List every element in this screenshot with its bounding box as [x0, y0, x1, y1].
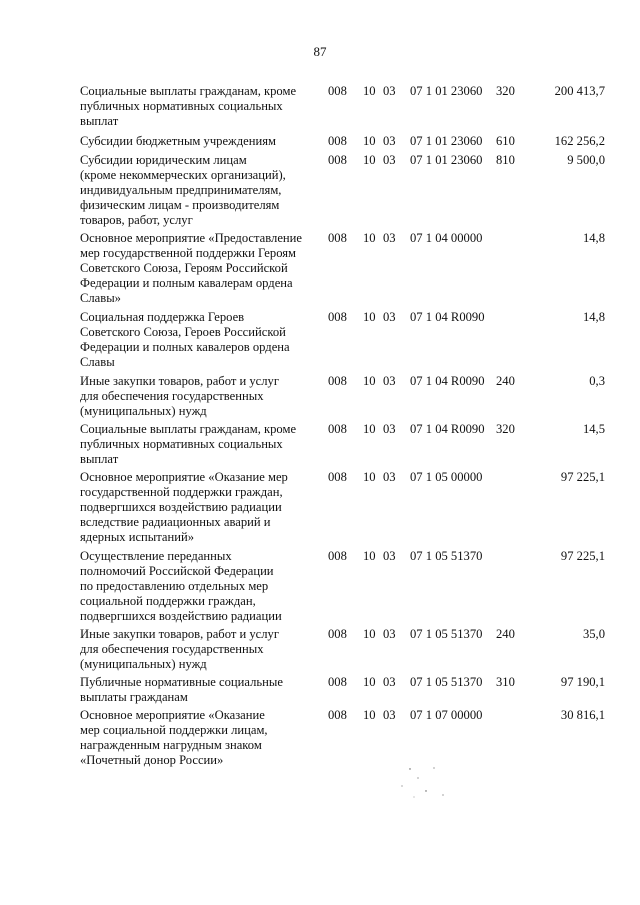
- scan-specks: [396, 764, 456, 804]
- amount: 0,3: [589, 374, 605, 388]
- section-code: 10: [363, 549, 376, 563]
- department-code: 008: [328, 470, 347, 484]
- amount: 97 190,1: [560, 675, 605, 689]
- section-code: 10: [363, 134, 376, 148]
- expense-item-name: Основное мероприятие «Оказание мер социальной поддержки лицам, награжденным нагрудным знаком «Почетный донор России»: [80, 708, 268, 768]
- section-code: 10: [363, 374, 376, 388]
- section-code: 10: [363, 708, 376, 722]
- table-row: [0, 675, 640, 705]
- department-code: 008: [328, 84, 347, 98]
- section-code: 10: [363, 627, 376, 641]
- expense-item-name: Социальные выплаты гражданам, кроме публичных нормативных социальных выплат: [80, 84, 297, 129]
- section-code: 10: [363, 310, 376, 324]
- table-row: [0, 549, 640, 624]
- expense-item-name: Основное мероприятие «Предоставление мер государственной поддержки Героям Советского Союза, Героям Российской Федерации и полным кавалерам ордена Славы»: [80, 231, 302, 306]
- department-code: 008: [328, 708, 347, 722]
- expense-item-name: Осуществление переданных полномочий Российской Федерации по предоставлению отдельных мер социальной поддержки граждан, подвергшихся воздействию радиации: [80, 549, 282, 624]
- subsection-code: 03: [383, 422, 396, 436]
- target-article-code: 07 1 01 23060: [410, 153, 483, 167]
- subsection-code: 03: [383, 153, 396, 167]
- target-article-code: 07 1 05 51370: [410, 675, 483, 689]
- subsection-code: 03: [383, 627, 396, 641]
- expense-item-name: Иные закупки товаров, работ и услуг для обеспечения государственных (муниципальных) нужд: [80, 627, 280, 672]
- table-row: [0, 374, 640, 419]
- expense-item-name: Субсидии юридическим лицам (кроме некоммерческих организаций), индивидуальным предпринимателям, физическим лицам - производителям товаров, работ, услуг: [80, 153, 286, 228]
- expense-type-code: 610: [496, 134, 515, 148]
- expense-type-code: 310: [496, 675, 515, 689]
- expense-type-code: 320: [496, 84, 515, 98]
- department-code: 008: [328, 153, 347, 167]
- table-row: [0, 134, 640, 149]
- table-row: [0, 231, 640, 306]
- amount: 14,8: [582, 231, 605, 245]
- subsection-code: 03: [383, 708, 396, 722]
- table-row: [0, 627, 640, 672]
- subsection-code: 03: [383, 134, 396, 148]
- table-row: [0, 153, 640, 228]
- subsection-code: 03: [383, 374, 396, 388]
- expense-type-code: 320: [496, 422, 515, 436]
- section-code: 10: [363, 675, 376, 689]
- expense-type-code: 240: [496, 374, 515, 388]
- expense-item-name: Социальная поддержка Героев Советского Союза, Героев Российской Федерации и полных кавалеров ордена Славы: [80, 310, 290, 370]
- expense-item-name: Иные закупки товаров, работ и услуг для обеспечения государственных (муниципальных) нужд: [80, 374, 280, 419]
- expense-type-code: 240: [496, 627, 515, 641]
- subsection-code: 03: [383, 84, 396, 98]
- section-code: 10: [363, 470, 376, 484]
- subsection-code: 03: [383, 310, 396, 324]
- subsection-code: 03: [383, 675, 396, 689]
- department-code: 008: [328, 675, 347, 689]
- page-number: 87: [313, 44, 327, 59]
- department-code: 008: [328, 310, 347, 324]
- target-article-code: 07 1 04 R0090: [410, 374, 485, 388]
- amount: 30 816,1: [560, 708, 605, 722]
- department-code: 008: [328, 374, 347, 388]
- target-article-code: 07 1 01 23060: [410, 134, 483, 148]
- expense-item-name: Социальные выплаты гражданам, кроме публичных нормативных социальных выплат: [80, 422, 297, 467]
- department-code: 008: [328, 134, 347, 148]
- section-code: 10: [363, 231, 376, 245]
- subsection-code: 03: [383, 231, 396, 245]
- target-article-code: 07 1 01 23060: [410, 84, 483, 98]
- amount: 200 413,7: [554, 84, 605, 98]
- amount: 97 225,1: [560, 549, 605, 563]
- expense-type-code: 810: [496, 153, 515, 167]
- target-article-code: 07 1 05 51370: [410, 549, 483, 563]
- target-article-code: 07 1 04 00000: [410, 231, 483, 245]
- amount: 162 256,2: [554, 134, 605, 148]
- department-code: 008: [328, 231, 347, 245]
- amount: 35,0: [582, 627, 605, 641]
- amount: 97 225,1: [560, 470, 605, 484]
- subsection-code: 03: [383, 470, 396, 484]
- target-article-code: 07 1 05 51370: [410, 627, 483, 641]
- table-row: [0, 708, 640, 768]
- section-code: 10: [363, 153, 376, 167]
- subsection-code: 03: [383, 549, 396, 563]
- table-row: [0, 470, 640, 545]
- target-article-code: 07 1 04 R0090: [410, 310, 485, 324]
- amount: 9 500,0: [567, 153, 605, 167]
- target-article-code: 07 1 07 00000: [410, 708, 483, 722]
- expense-item-name: Субсидии бюджетным учреждениям: [80, 134, 276, 148]
- target-article-code: 07 1 04 R0090: [410, 422, 485, 436]
- amount: 14,5: [582, 422, 605, 436]
- target-article-code: 07 1 05 00000: [410, 470, 483, 484]
- table-row: [0, 422, 640, 467]
- amount: 14,8: [582, 310, 605, 324]
- table-row: [0, 310, 640, 370]
- section-code: 10: [363, 84, 376, 98]
- table-row: [0, 84, 640, 129]
- department-code: 008: [328, 422, 347, 436]
- expense-item-name: Основное мероприятие «Оказание мер государственной поддержки граждан, подвергшихся воздействию радиации вследствие радиационных аварий и ядерных испытаний»: [80, 470, 288, 545]
- expense-item-name: Публичные нормативные социальные выплаты гражданам: [80, 675, 283, 705]
- department-code: 008: [328, 549, 347, 563]
- section-code: 10: [363, 422, 376, 436]
- department-code: 008: [328, 627, 347, 641]
